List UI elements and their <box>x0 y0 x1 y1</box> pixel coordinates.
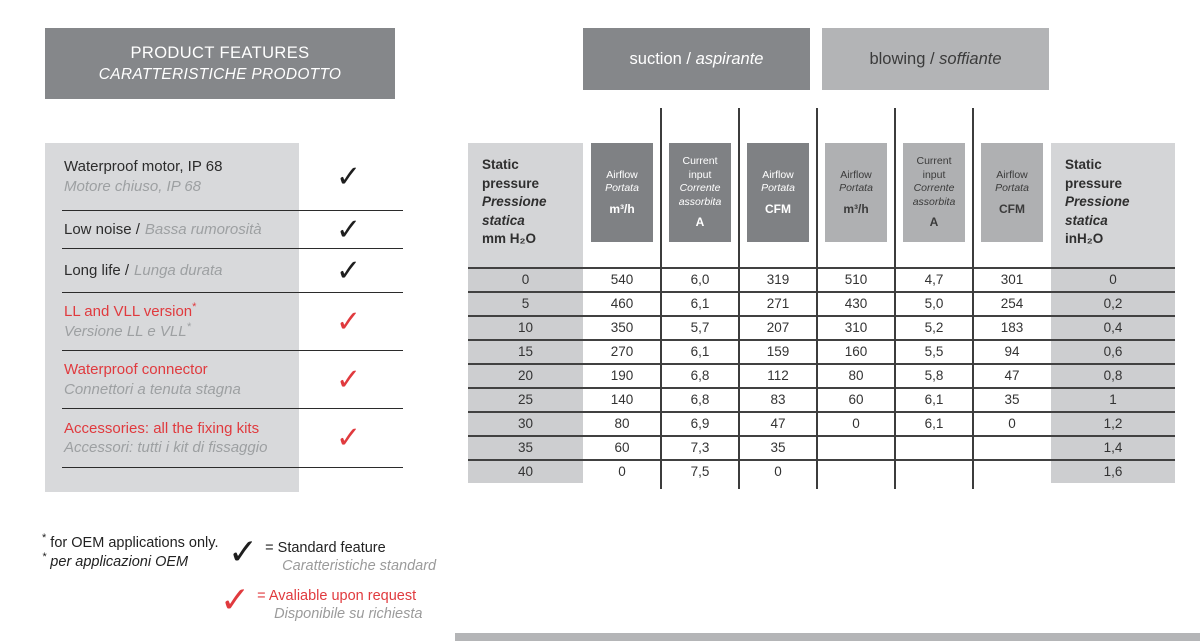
table-cell: 159 <box>766 344 790 359</box>
page-bottom-bar <box>455 633 1200 641</box>
feature-long-life <box>62 249 403 293</box>
feature-waterproof-connector <box>62 351 403 409</box>
table-cell: 310 <box>844 320 868 335</box>
table-cell: 83 <box>770 392 786 407</box>
table-cell: 510 <box>844 272 868 287</box>
table-cell: 1 <box>1051 389 1175 411</box>
product-features-title-en: PRODUCT FEATURES <box>130 43 310 62</box>
table-cell: 0 <box>852 416 860 431</box>
column-header-current-input-blowing: Current input Corrente assorbita A <box>903 143 965 242</box>
table-cell: 6,1 <box>690 296 710 311</box>
table-cell: 1,4 <box>1051 437 1175 459</box>
asterisk-marker: * <box>42 551 47 564</box>
feature-label-en: Low noise / <box>64 220 140 238</box>
table-cell <box>895 461 973 483</box>
table-row <box>468 267 1175 291</box>
table-cell: 5,7 <box>690 320 710 335</box>
checkmark-icon: ✓ <box>336 254 362 287</box>
table-cell: 350 <box>610 320 634 335</box>
table-cell: 15 <box>468 341 583 363</box>
table-cell: 190 <box>610 368 634 383</box>
column-divider-line <box>894 108 896 489</box>
unit-mm-h2o: mm H₂O <box>482 231 537 246</box>
table-cell: 254 <box>1000 296 1024 311</box>
table-cell: 35 <box>468 437 583 459</box>
blowing-label-it: soffiante <box>939 49 1002 68</box>
blowing-group-header <box>822 28 1049 90</box>
feature-label-en: LL and VLL version <box>64 303 193 320</box>
footnote-en: for OEM applications only. <box>46 535 219 551</box>
column-header-current-input-suction: Current input Corrente assorbita A <box>669 143 731 242</box>
table-cell: 1,6 <box>1051 461 1175 483</box>
table-row <box>468 411 1175 435</box>
table-cell: 5,8 <box>924 368 944 383</box>
table-cell: 6,1 <box>690 344 710 359</box>
table-cell: 5,0 <box>924 296 944 311</box>
table-cell <box>973 461 1051 483</box>
checkmark-icon: ✓ <box>336 421 362 455</box>
table-cell: 25 <box>468 389 583 411</box>
table-cell: 35 <box>770 440 786 455</box>
asterisk-marker: * <box>42 532 47 545</box>
feature-label-en: Long life / <box>64 261 130 279</box>
column-header-airflow-m3h-suction: Airflow Portata m³/h <box>591 143 653 242</box>
static-pressure-header-right: Static pressure Pressione statica inH₂O <box>1051 143 1175 267</box>
table-cell: 207 <box>766 320 790 335</box>
table-cell: 183 <box>1000 320 1024 335</box>
feature-label-en: Accessories: all the fixing kits <box>64 419 260 437</box>
table-cell: 0,6 <box>1051 341 1175 363</box>
feature-label-it: Accessori: tutti i kit di fissaggio <box>64 439 268 456</box>
static-pressure-header-left: Static pressure Pressione statica mm H₂O <box>468 143 583 267</box>
legend-request-label-it: Disponibile su richiesta <box>274 606 423 622</box>
table-cell: 1,2 <box>1051 413 1175 435</box>
performance-data-grid <box>468 267 1175 483</box>
column-divider-line <box>738 108 740 489</box>
suction-label-it: aspirante <box>695 49 764 68</box>
legend-available-on-request <box>220 580 422 623</box>
table-cell: 94 <box>1004 344 1020 359</box>
asterisk-marker: * <box>192 301 197 313</box>
table-cell: 0,4 <box>1051 317 1175 339</box>
suction-group-header <box>583 28 810 90</box>
product-features-title-it: CARATTERISTICHE PRODOTTO <box>98 65 342 83</box>
table-row <box>468 315 1175 339</box>
features-list <box>62 143 403 468</box>
table-cell: 6,9 <box>690 416 710 431</box>
column-divider-line <box>816 108 818 489</box>
table-cell: 140 <box>610 392 634 407</box>
feature-label-it: Versione LL e VLL <box>64 322 187 340</box>
table-cell: 7,5 <box>690 464 710 479</box>
checkmark-icon: ✓ <box>336 363 362 396</box>
product-features-header <box>45 28 395 99</box>
table-cell: 0 <box>774 464 782 479</box>
feature-ll-vll-version <box>62 293 403 351</box>
legend-standard-label-it: Caratteristiche standard <box>282 558 437 574</box>
table-row <box>468 339 1175 363</box>
table-cell: 5,2 <box>924 320 944 335</box>
table-cell <box>817 461 895 483</box>
table-cell <box>973 437 1051 459</box>
table-cell: 4,7 <box>924 272 944 287</box>
table-cell: 0 <box>1008 416 1016 431</box>
legend-request-label-en: = Avaliable upon request <box>257 588 417 604</box>
table-cell <box>817 437 895 459</box>
oem-footnote <box>42 534 218 572</box>
column-divider-line <box>972 108 974 489</box>
feature-waterproof-motor <box>62 143 403 211</box>
table-cell: 430 <box>844 296 868 311</box>
feature-low-noise <box>62 211 403 249</box>
table-cell: 301 <box>1000 272 1024 287</box>
table-cell: 60 <box>848 392 864 407</box>
checkmark-icon: ✓ <box>336 160 362 193</box>
feature-label-it: Lunga durata <box>134 261 223 279</box>
table-row <box>468 435 1175 459</box>
feature-label-it: Motore chiuso, IP 68 <box>64 177 202 195</box>
table-cell: 112 <box>767 368 789 383</box>
table-cell: 0 <box>1051 269 1175 291</box>
checkmark-icon: ✓ <box>336 213 362 246</box>
asterisk-marker: * <box>186 320 191 333</box>
table-cell: 30 <box>468 413 583 435</box>
table-cell: 0 <box>618 464 626 479</box>
table-cell: 6,0 <box>690 272 710 287</box>
checkmark-icon: ✓ <box>220 579 251 620</box>
table-cell: 47 <box>770 416 786 431</box>
column-header-airflow-cfm-blowing: Airflow Portata CFM <box>981 143 1043 242</box>
feature-label-en: Waterproof connector <box>64 361 208 378</box>
table-cell: 6,1 <box>924 392 944 407</box>
table-cell: 319 <box>766 272 790 287</box>
blowing-label-en: blowing / <box>869 49 940 68</box>
table-cell: 270 <box>610 344 634 359</box>
table-cell: 47 <box>1004 368 1020 383</box>
table-cell: 40 <box>468 461 583 483</box>
suction-label-en: suction / <box>629 49 696 68</box>
legend-standard-feature <box>228 532 436 575</box>
feature-label-it: Bassa rumorosità <box>144 220 262 238</box>
table-row <box>468 459 1175 483</box>
column-header-airflow-m3h-blowing: Airflow Portata m³/h <box>825 143 887 242</box>
table-cell: 5 <box>468 293 583 315</box>
table-cell: 35 <box>1004 392 1020 407</box>
table-row <box>468 291 1175 315</box>
table-cell: 20 <box>468 365 583 387</box>
table-cell: 6,1 <box>924 416 944 431</box>
footnote-it: per applicazioni OEM <box>46 554 189 570</box>
table-row <box>468 387 1175 411</box>
table-cell: 6,8 <box>690 392 710 407</box>
table-cell: 5,5 <box>924 344 944 359</box>
table-cell: 7,3 <box>690 440 710 455</box>
table-cell: 80 <box>848 368 864 383</box>
table-cell: 271 <box>766 296 790 311</box>
table-cell: 460 <box>610 296 634 311</box>
table-cell <box>895 437 973 459</box>
feature-label-it: Connettori a tenuta stagna <box>64 380 241 398</box>
column-header-airflow-cfm-suction: Airflow Portata CFM <box>747 143 809 242</box>
legend-standard-label-en: = Standard feature <box>265 540 386 556</box>
table-cell: 0,2 <box>1051 293 1175 315</box>
table-cell: 0 <box>468 269 583 291</box>
table-cell: 10 <box>468 317 583 339</box>
table-cell: 160 <box>844 344 868 359</box>
checkmark-icon: ✓ <box>336 305 362 338</box>
table-row <box>468 363 1175 387</box>
table-cell: 80 <box>614 416 630 431</box>
checkmark-icon: ✓ <box>228 531 259 572</box>
feature-label-en: Waterproof motor, IP 68 <box>64 158 223 175</box>
column-divider-line <box>660 108 662 489</box>
table-cell: 0,8 <box>1051 365 1175 387</box>
feature-accessories <box>62 409 403 468</box>
unit-inh2o: inH₂O <box>1065 231 1104 246</box>
table-cell: 540 <box>610 272 634 287</box>
table-cell: 6,8 <box>690 368 710 383</box>
table-cell: 60 <box>614 440 630 455</box>
